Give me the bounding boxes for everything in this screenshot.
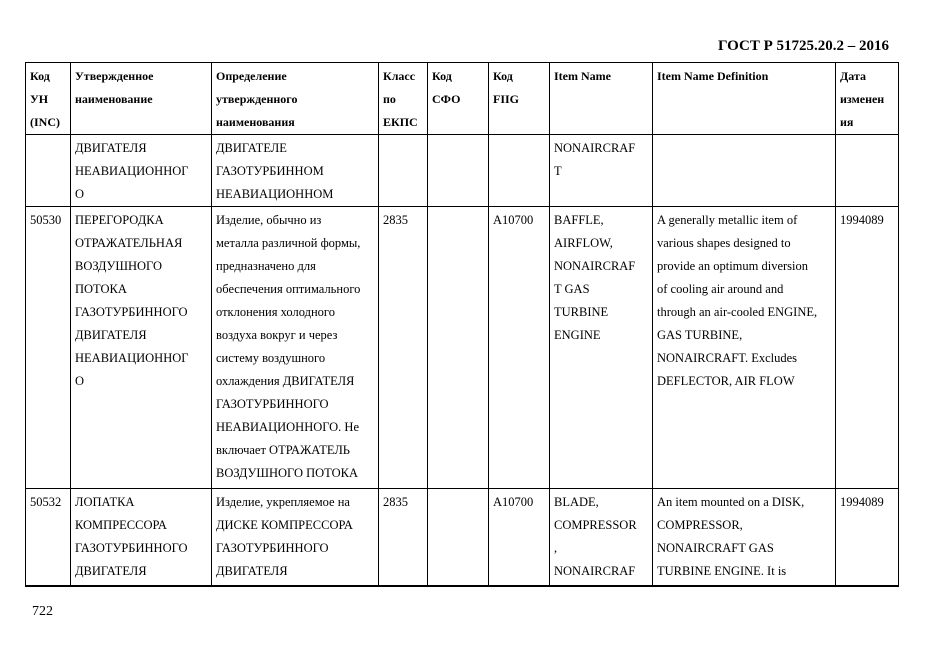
cell-line: 1994089	[840, 495, 884, 509]
header-line: Дата	[840, 69, 866, 83]
cell-sfo-code	[428, 207, 489, 489]
cell-line: ДВИГАТЕЛЕ	[216, 141, 287, 155]
header-line: FIIG	[493, 92, 520, 106]
cell-line: предназначено для	[216, 259, 316, 273]
cell-line: 50530	[30, 213, 62, 227]
cell-change-date	[836, 135, 899, 207]
cell-definition	[212, 135, 379, 207]
column-header-sfo-code	[428, 63, 489, 135]
cell-sfo-code	[428, 135, 489, 207]
cell-line: 1994089	[840, 213, 884, 227]
cell-approved-name	[71, 135, 212, 207]
cell-line: НЕАВИАЦИОННОГО. Не	[216, 420, 360, 434]
cell-line: GAS TURBINE,	[657, 328, 743, 342]
cell-line: ГАЗОТУРБИННОМ	[216, 164, 324, 178]
table-row	[26, 135, 899, 207]
cell-line: ОТРАЖАТЕЛЬНАЯ	[75, 236, 183, 250]
cell-definition	[212, 207, 379, 489]
cell-line: T	[554, 164, 562, 178]
cell-item-name	[550, 207, 653, 489]
cell-line: КОМПРЕССОРА	[75, 518, 167, 532]
cell-line: О	[75, 187, 85, 201]
cell-sfo-code	[428, 489, 489, 586]
cell-inc-code	[26, 135, 71, 207]
cell-line: BAFFLE,	[554, 213, 604, 227]
cell-line: DEFLECTOR, AIR FLOW	[657, 374, 795, 388]
cell-line: 2835	[383, 495, 408, 509]
cell-change-date	[836, 207, 899, 489]
cell-ekps-class	[379, 207, 428, 489]
cell-line: отклонения холодного	[216, 305, 335, 319]
header-line: Код	[493, 69, 513, 83]
cell-item-name	[550, 135, 653, 207]
cell-line: NONAIRCRAF	[554, 141, 636, 155]
header-line: (INC)	[30, 115, 60, 129]
cell-item-name-definition	[653, 135, 836, 207]
cell-line: ,	[554, 541, 558, 555]
header-line: Item Name Definition	[657, 69, 769, 83]
column-header-fiig-code	[489, 63, 550, 135]
cell-line: НЕАВИАЦИОННОМ	[216, 187, 334, 201]
cell-fiig-code	[489, 135, 550, 207]
header-line: изменен	[840, 92, 885, 106]
cell-line: ДВИГАТЕЛЯ	[75, 328, 147, 342]
cell-line: металла различной формы,	[216, 236, 361, 250]
column-header-change-date	[836, 63, 899, 135]
column-header-item-name-definition	[653, 63, 836, 135]
cell-line: TURBINE	[554, 305, 609, 319]
table-header-row	[26, 63, 899, 135]
cell-line: ГАЗОТУРБИННОГО	[216, 541, 329, 555]
cell-change-date	[836, 489, 899, 586]
cell-line: ГАЗОТУРБИННОГО	[75, 305, 188, 319]
cell-line: ENGINE	[554, 328, 601, 342]
cell-line: О	[75, 374, 85, 388]
cell-line: Изделие, обычно из	[216, 213, 322, 227]
cell-ekps-class	[379, 135, 428, 207]
cell-line: AIRFLOW,	[554, 236, 613, 250]
header-line: Класс	[383, 69, 416, 83]
cell-line: A generally metallic item of	[657, 213, 798, 227]
cell-line: TURBINE ENGINE. It is	[657, 564, 787, 578]
cell-line: ВОЗДУШНОГО	[75, 259, 162, 273]
cell-line: of cooling air around and	[657, 282, 784, 296]
cell-fiig-code	[489, 489, 550, 586]
column-header-item-name	[550, 63, 653, 135]
header-line: УН	[30, 92, 49, 106]
cell-line: through an air-cooled ENGINE,	[657, 305, 818, 319]
document-standard-header: ГОСТ Р 51725.20.2 – 2016	[717, 38, 889, 54]
nomenclature-table	[25, 62, 899, 587]
cell-line: НЕАВИАЦИОННОГ	[75, 164, 189, 178]
cell-line: various shapes designed to	[657, 236, 791, 250]
cell-item-name	[550, 489, 653, 586]
cell-line: ДВИГАТЕЛЯ	[75, 141, 147, 155]
cell-approved-name	[71, 207, 212, 489]
cell-ekps-class	[379, 489, 428, 586]
table-row	[26, 489, 899, 586]
cell-item-name-definition	[653, 489, 836, 586]
column-header-inc-code	[26, 63, 71, 135]
cell-line: ЛОПАТКА	[75, 495, 135, 509]
header-line: ия	[840, 115, 854, 129]
header-line: наименования	[216, 115, 295, 129]
cell-line: COMPRESSOR,	[657, 518, 743, 532]
column-header-approved-name	[71, 63, 212, 135]
cell-line: ПЕРЕГОРОДКА	[75, 213, 164, 227]
cell-line: 2835	[383, 213, 408, 227]
cell-line: provide an optimum diversion	[657, 259, 809, 273]
cell-line: ВОЗДУШНОГО ПОТОКА	[216, 466, 359, 480]
cell-line: NONAIRCRAF	[554, 564, 636, 578]
cell-item-name-definition	[653, 207, 836, 489]
cell-line: ДИСКЕ КОМПРЕССОРА	[216, 518, 353, 532]
cell-definition	[212, 489, 379, 586]
header-line: Код	[432, 69, 452, 83]
cell-line: охлаждения ДВИГАТЕЛЯ	[216, 374, 355, 388]
cell-line: ДВИГАТЕЛЯ	[75, 564, 147, 578]
cell-line: NONAIRCRAFT GAS	[657, 541, 774, 555]
cell-line: ГАЗОТУРБИННОГО	[216, 397, 329, 411]
column-header-definition	[212, 63, 379, 135]
cell-inc-code	[26, 489, 71, 586]
cell-line: T GAS	[554, 282, 590, 296]
cell-line: ДВИГАТЕЛЯ	[216, 564, 288, 578]
cell-line: воздуха вокруг и через	[216, 328, 338, 342]
header-line: утвержденного	[216, 92, 298, 106]
column-header-ekps-class	[379, 63, 428, 135]
cell-line: НЕАВИАЦИОННОГ	[75, 351, 189, 365]
header-line: Код	[30, 69, 50, 83]
cell-line: NONAIRCRAFT. Excludes	[657, 351, 798, 365]
cell-line: ПОТОКА	[75, 282, 127, 296]
header-line: по	[383, 92, 396, 106]
cell-line: BLADE,	[554, 495, 599, 509]
cell-line: An item mounted on a DISK,	[657, 495, 805, 509]
cell-line: систему воздушного	[216, 351, 326, 365]
cell-line: COMPRESSOR	[554, 518, 637, 532]
cell-inc-code	[26, 207, 71, 489]
cell-line: включает ОТРАЖАТЕЛЬ	[216, 443, 350, 457]
cell-fiig-code	[489, 207, 550, 489]
header-line: СФО	[432, 92, 461, 106]
cell-line: A10700	[493, 213, 534, 227]
header-line: Item Name	[554, 69, 611, 83]
cell-line: A10700	[493, 495, 534, 509]
header-line: ЕКПС	[383, 115, 418, 129]
cell-line: ГАЗОТУРБИННОГО	[75, 541, 188, 555]
table-row	[26, 207, 899, 489]
cell-approved-name	[71, 489, 212, 586]
cell-line: Изделие, укрепляемое на	[216, 495, 350, 509]
header-line: Определение	[216, 69, 287, 83]
page-number: 722	[32, 604, 53, 619]
header-line: наименование	[75, 92, 153, 106]
cell-line: 50532	[30, 495, 62, 509]
cell-line: обеспечения оптимального	[216, 282, 361, 296]
header-line: Утвержденное	[75, 69, 154, 83]
cell-line: NONAIRCRAF	[554, 259, 636, 273]
